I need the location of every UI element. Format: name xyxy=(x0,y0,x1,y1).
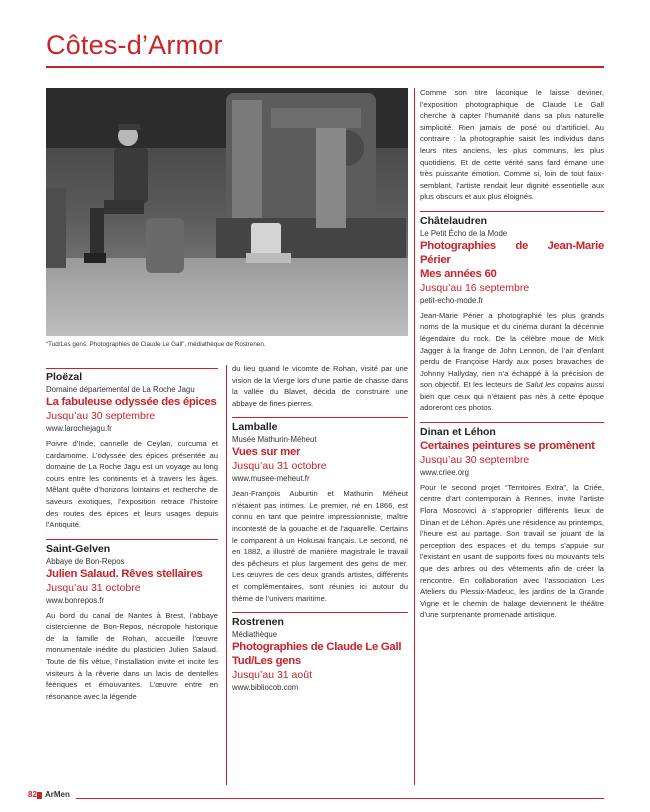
exhibition-date: Jusqu’au 30 septembre xyxy=(46,410,156,422)
article-body: Au bord du canal de Nantes à Brest, l’abbaye cistercienne de Bon-Repos, nécropole historique de la famille de Rohan, accueille l’œuvre monumentale inédite du plasticien Julien Salaud. Toute de fils vêtue, l’installation invite et incite les visiteurs à la rêverie dans un lacis de dentelles féériques et émouvantes. L’œuvre entre en résonance avec la légende xyxy=(46,610,218,701)
magazine-title: Salut les copains xyxy=(525,380,584,390)
footer-mark xyxy=(37,792,42,799)
photo-caption: “Tud/Les gens. Photographies de Claude Le Gall”, médiathèque de Rostrenen. xyxy=(46,341,266,348)
article-text: aussi bien que ceux qui n’étaient pas nés à cette époque adoreront ces photos. xyxy=(420,380,604,413)
article-body: Comme son titre laconique le laisse deviner, l’exposition photographique de Claude Le Gall cherche à capter l’humanité dans sa plus naturelle simplicité. Rien jamais de posé ou d’artificiel. Au contraire : la photographie saisit les individus dans leurs rites anciens, les plus communs, les plus quotidiens. Et de cette vérité sans fard émane une très puissante émotion. Comme si, loin de tout faux-semblant, l’artiste rendait leur dignité essentielle aux plus obscurs et aux plus éloignés. xyxy=(420,88,604,202)
column-3 xyxy=(420,87,604,621)
website-link[interactable]: www.bibliocob.com xyxy=(232,682,299,692)
exhibition-title: Photographies de Claude Le Gall xyxy=(232,640,402,653)
exhibition-title: Vues sur mer xyxy=(232,446,301,459)
exhibition-subtitle: Tud/Les gens xyxy=(232,654,301,667)
magazine-logo: ArMen xyxy=(45,790,70,799)
exhibition-title: Photographies de Jean-Marie Périer xyxy=(420,239,604,266)
exhibition-date: Jusqu’au 31 octobre xyxy=(232,460,327,473)
page-title: Côtes-d’Armor xyxy=(46,30,223,60)
place-name: Dinan et Léhon xyxy=(420,425,496,438)
venue-name: Musée Mathurin-Méheut xyxy=(232,435,317,445)
venue-name: Abbaye de Bon-Repos xyxy=(46,556,125,566)
article-body: Jean-François Auburtin et Mathurin Méheut n’étaient pas intimes. Le premier, né en 1866, est connu en tant que peintre impressionniste, maître incontesté de la gouache et de l’aquarelle. Certains le comparent à un Hokusai français. Le second, né en 1882, a illustré de manière magistrale le travail des pêcheurs et plus largement des gens de mer. Les œuvres de ces deux grands artistes, différents et complémentaires, sont réunies ici autour du thème de l’univers maritime. xyxy=(232,489,408,603)
column-rule-1 xyxy=(226,365,227,785)
section-rule xyxy=(46,368,218,369)
exhibition-date: Jusqu’au 31 août xyxy=(232,668,312,681)
venue-name: Le Petit Écho de la Mode xyxy=(420,228,508,238)
place-name: Châtelaudren xyxy=(420,214,488,227)
page-number: 82 xyxy=(28,790,37,799)
website-link[interactable]: www.musee-meheut.fr xyxy=(232,474,310,484)
column-2 xyxy=(232,363,408,697)
place-name: Saint-Gelven xyxy=(46,542,111,555)
section-rule xyxy=(232,417,408,418)
website-link[interactable]: www.bonrepos.fr xyxy=(46,595,105,605)
venue-name: Médiathèque xyxy=(232,629,278,639)
photograph xyxy=(46,88,408,336)
exhibition-date: Jusqu’au 16 septembre xyxy=(420,281,530,294)
article-body: du lieu quand le vicomte de Rohan, visité par une vision de la Vierge lors d’une partie de chasse dans la vallée du Blavet, décida de construire une abbaye de fines pierres. xyxy=(232,364,408,408)
column-1 xyxy=(46,371,218,702)
exhibition-subtitle: Mes années 60 xyxy=(420,267,497,280)
exhibition-title: Julien Salaud. Rêves stellaires xyxy=(46,567,203,580)
exhibition-date: Jusqu’au 31 octobre xyxy=(46,581,141,594)
footer-rule xyxy=(76,798,604,799)
photo-illustration xyxy=(46,88,408,336)
exhibition-title: Certaines peintures se promènent xyxy=(420,439,595,452)
title-rule xyxy=(46,66,604,68)
website-link[interactable]: petit-echo-mode.fr xyxy=(420,295,484,305)
section-rule xyxy=(420,422,604,423)
place-name: Rostrenen xyxy=(232,615,284,628)
exhibition-title: La fabuleuse odyssée des épices xyxy=(46,396,217,408)
article-body xyxy=(420,310,604,414)
article-text: Jean-Marie Périer a photographié les plus grands noms de la musique et du cinéma durant la décennie légendaire du rock. De la célèbre moue de Mick Jagger à la frange de John Lennon, de l’air d’enfant perdu de Françoise Hardy aux poses bravaches de Johnny Hallyday, rien n’a échappé à la précision de son objectif. Et les lecteurs de xyxy=(420,310,604,390)
venue-name: Domaine départemental de La Roche Jagu xyxy=(46,385,195,394)
section-rule xyxy=(46,539,218,540)
article-body: Pour le second projet “Territoires Extra”, la Criée, centre d’art contemporain à Rennes, invite l’artiste Flora Moscovici à s’approprier différents lieux de Dinan et de Léhon. Après une résidence au printemps, l’heure est au partage. Son travail se jouant de la perception des espaces et du temps s’appuie sur l’existant en usant de supports fixes ou mouvants tels que des arbres ou des vêtements afin de créer la rencontre. En collaboration avec l’association Les Ateliers du Plessix-Madeuc, les jardins de la Grande Vigne et le chemin de halage deviennent le théâtre d’une surprenante promenade artistique. xyxy=(420,482,604,620)
section-rule xyxy=(232,612,408,613)
section-rule xyxy=(420,211,604,212)
column-rule-2 xyxy=(414,88,415,785)
website-link[interactable]: www.larochejagu.fr xyxy=(46,424,112,433)
article-body: Poivre d’Inde, cannelle de Ceylan, curcuma et cardamome. L’odyssée des épices présentée au domaine de La Roche Jagu est un voyage au long cours entre les continents et à travers les âges. Mêlant quête d’horizons lointains et recherche de saveurs exotiques, l’exposition retrace l’histoire des routes des épices et leurs usages depuis l’Antiquité. xyxy=(46,439,218,530)
place-name: Lamballe xyxy=(232,421,278,434)
place-name: Ploëzal xyxy=(46,371,83,383)
website-link[interactable]: www.criee.org xyxy=(420,467,469,477)
exhibition-date: Jusqu’au 30 septembre xyxy=(420,453,530,466)
